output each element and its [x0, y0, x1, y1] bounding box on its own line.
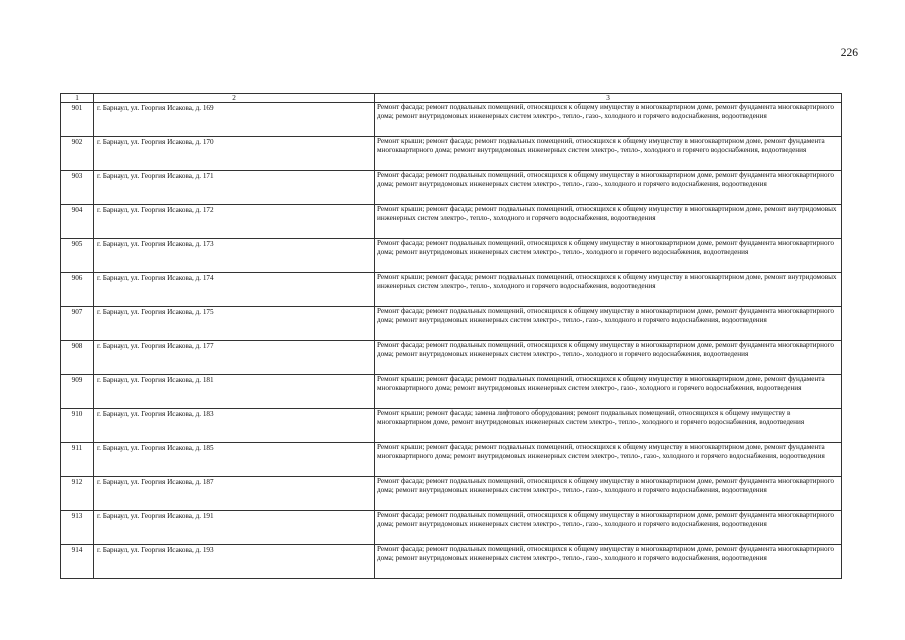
row-works: Ремонт фасада; ремонт подвальных помещений, относящихся к общему имуществу в многоквартирном доме, ремонт фундамента многоквартирного дома; ремонт внутридомовых инженерных систем электро-, тепло-, газо-, холодного и горячего водоснабжения, водоотведения: [375, 511, 842, 545]
row-address: г. Барнаул, ул. Георгия Исакова, д. 185: [94, 443, 375, 477]
row-works: Ремонт фасада; ремонт подвальных помещений, относящихся к общему имуществу в многоквартирном доме, ремонт фундамента многоквартирного дома; ремонт внутридомовых инженерных систем электро-, тепло-, газо-, холодного и горячего водоснабжения, водоотведения: [375, 171, 842, 205]
row-address: г. Барнаул, ул. Георгия Исакова, д. 172: [94, 205, 375, 239]
row-works: Ремонт фасада; ремонт подвальных помещений, относящихся к общему имуществу в многоквартирном доме, ремонт фундамента многоквартирного дома; ремонт внутридомовых инженерных систем электро-, тепло-, холодного и горячего водоснабжения, водоотведения: [375, 341, 842, 375]
row-works: Ремонт фасада; ремонт подвальных помещений, относящихся к общему имуществу в многоквартирном доме, ремонт фундамента многоквартирного дома; ремонт внутридомовых инженерных систем электро-, тепло-, газо-, холодного и горячего водоснабжения, водоотведения: [375, 545, 842, 579]
row-number: 902: [61, 137, 94, 171]
page-number: 226: [840, 47, 858, 59]
table-row: [61, 307, 842, 341]
table-row: [61, 239, 842, 273]
table-row: [61, 103, 842, 137]
table-body: [61, 103, 842, 579]
row-works: Ремонт фасада; ремонт подвальных помещений, относящихся к общему имуществу в многоквартирном доме, ремонт фундамента многоквартирного дома; ремонт внутридомовых инженерных систем электро-, тепло-, газо-, холодного и горячего водоснабжения, водоотведения: [375, 103, 842, 137]
row-address: г. Барнаул, ул. Георгия Исакова, д. 175: [94, 307, 375, 341]
row-number: 914: [61, 545, 94, 579]
table-row: [61, 477, 842, 511]
row-address: г. Барнаул, ул. Георгия Исакова, д. 183: [94, 409, 375, 443]
row-number: 906: [61, 273, 94, 307]
table-row: [61, 545, 842, 579]
row-address: г. Барнаул, ул. Георгия Исакова, д. 174: [94, 273, 375, 307]
row-number: 913: [61, 511, 94, 545]
row-number: 909: [61, 375, 94, 409]
table-header: [61, 94, 842, 103]
row-address: г. Барнаул, ул. Георгия Исакова, д. 170: [94, 137, 375, 171]
row-number: 910: [61, 409, 94, 443]
row-works: Ремонт крыши; ремонт фасада; ремонт подвальных помещений, относящихся к общему имуществу в многоквартирном доме, ремонт фундамента многоквартирного дома; ремонт внутридомовых инженерных систем электро-, тепло-, газо-, холодного и горячего водоснабжения, водоотведения: [375, 443, 842, 477]
row-works: Ремонт крыши; ремонт фасада; замена лифтового оборудования; ремонт подвальных помещений, относящихся к общему имуществу в многоквартирном доме, ремонт внутридомовых инженерных систем электро-, тепло-, холодного и горячего водоснабжения, водоотведения: [375, 409, 842, 443]
table-row: [61, 273, 842, 307]
row-works: Ремонт фасада; ремонт подвальных помещений, относящихся к общему имуществу в многоквартирном доме, ремонт фундамента многоквартирного дома; ремонт внутридомовых инженерных систем электро-, тепло-, газо-, холодного и горячего водоснабжения, водоотведения: [375, 477, 842, 511]
works-table: [60, 93, 842, 579]
row-address: г. Барнаул, ул. Георгия Исакова, д. 177: [94, 341, 375, 375]
row-address: г. Барнаул, ул. Георгия Исакова, д. 173: [94, 239, 375, 273]
header-col-1: 1: [61, 94, 94, 103]
table-row: [61, 443, 842, 477]
row-number: 911: [61, 443, 94, 477]
row-number: 903: [61, 171, 94, 205]
table-row: [61, 171, 842, 205]
row-works: Ремонт фасада; ремонт подвальных помещений, относящихся к общему имуществу в многоквартирном доме, ремонт фундамента многоквартирного дома; ремонт внутридомовых инженерных систем электро-, тепло-, газо-, холодного и горячего водоснабжения, водоотведения: [375, 307, 842, 341]
row-works: Ремонт крыши; ремонт фасада; ремонт подвальных помещений, относящихся к общему имуществу в многоквартирном доме, ремонт фундамента многоквартирного дома; ремонт внутридомовых инженерных систем электро-, тепло-, холодного и горячего водоснабжения, водоотведения: [375, 137, 842, 171]
row-address: г. Барнаул, ул. Георгия Исакова, д. 169: [94, 103, 375, 137]
table-row: [61, 341, 842, 375]
row-number: 908: [61, 341, 94, 375]
table-row: [61, 375, 842, 409]
row-address: г. Барнаул, ул. Георгия Исакова, д. 171: [94, 171, 375, 205]
row-works: Ремонт крыши; ремонт фасада; ремонт подвальных помещений, относящихся к общему имуществу в многоквартирном доме, ремонт фундамента многоквартирного дома; ремонт внутридомовых инженерных систем электро-, газо-, холодного и горячего водоснабжения, водоотведения: [375, 375, 842, 409]
table-row: [61, 205, 842, 239]
header-col-3: 3: [375, 94, 842, 103]
row-works: Ремонт фасада; ремонт подвальных помещений, относящихся к общему имуществу в многоквартирном доме, ремонт фундамента многоквартирного дома; ремонт внутридомовых инженерных систем электро-, тепло-, холодного и горячего водоснабжения, водоотведения: [375, 239, 842, 273]
header-col-2: 2: [94, 94, 375, 103]
table-row: [61, 409, 842, 443]
row-number: 905: [61, 239, 94, 273]
row-number: 904: [61, 205, 94, 239]
table-row: [61, 511, 842, 545]
row-address: г. Барнаул, ул. Георгия Исакова, д. 193: [94, 545, 375, 579]
row-number: 901: [61, 103, 94, 137]
row-number: 912: [61, 477, 94, 511]
row-address: г. Барнаул, ул. Георгия Исакова, д. 187: [94, 477, 375, 511]
row-address: г. Барнаул, ул. Георгия Исакова, д. 181: [94, 375, 375, 409]
row-address: г. Барнаул, ул. Георгия Исакова, д. 191: [94, 511, 375, 545]
row-works: Ремонт крыши; ремонт фасада; ремонт подвальных помещений, относящихся к общему имуществу в многоквартирном доме, ремонт внутридомовых инженерных систем электро-, тепло-, холодного и горячего водоснабжения, водоотведения: [375, 205, 842, 239]
row-number: 907: [61, 307, 94, 341]
table-row: [61, 137, 842, 171]
row-works: Ремонт крыши; ремонт фасада; ремонт подвальных помещений, относящихся к общему имуществу в многоквартирном доме, ремонт внутридомовых инженерных систем электро-, тепло-, холодного и горячего водоснабжения, водоотведения: [375, 273, 842, 307]
